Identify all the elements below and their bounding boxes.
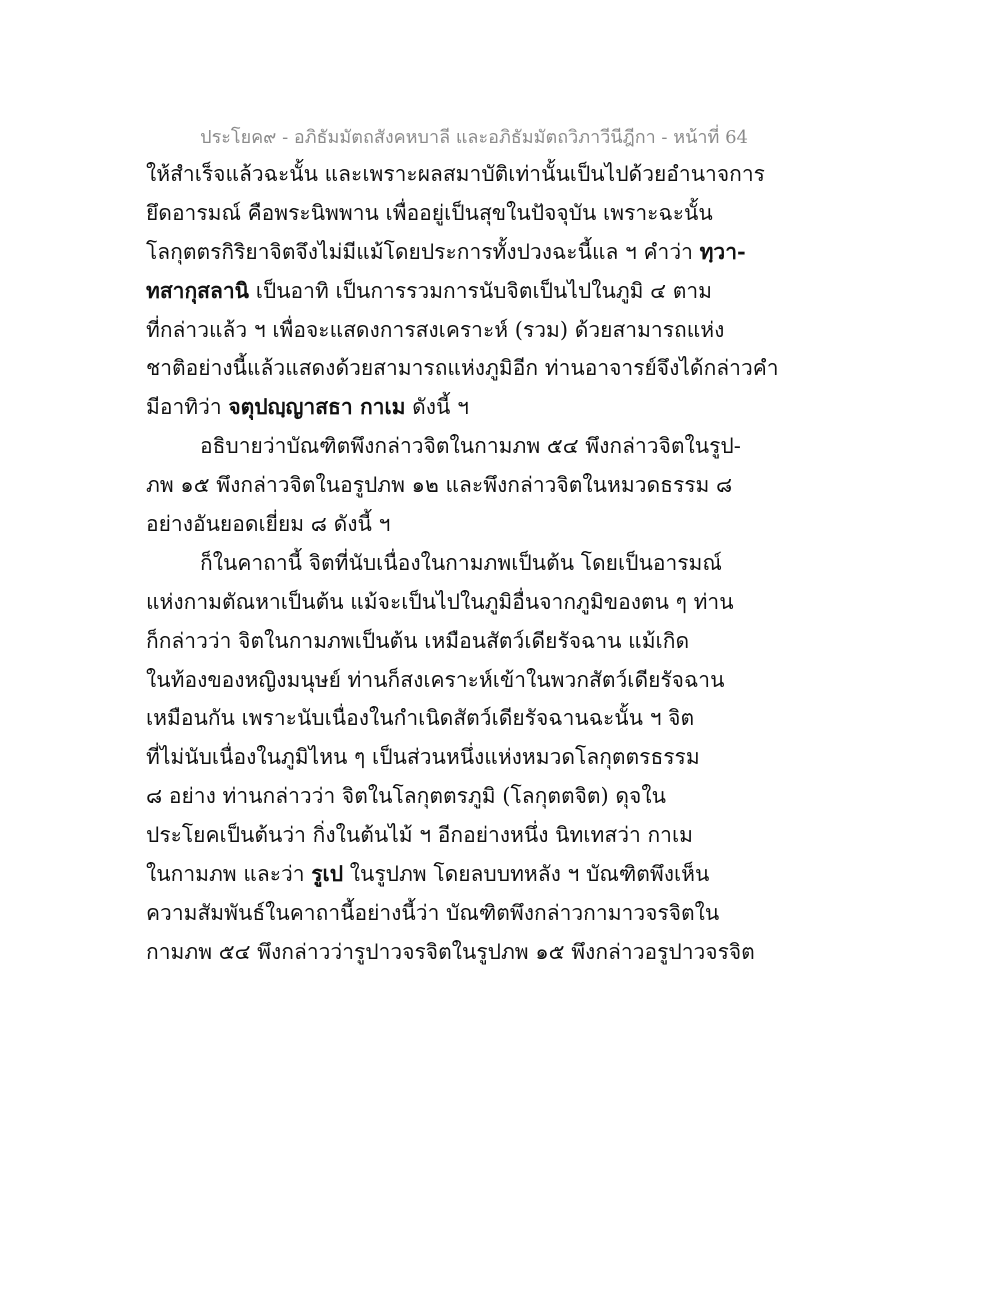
text-run: ประโยคเป็นต้นว่า กิ่งในต้นไม้ ฯ อีกอย่างหนึ่ง นิทเทสว่า กาเม (146, 823, 693, 848)
body-text (146, 155, 779, 972)
text-line (146, 661, 725, 700)
text-run: ๘ อย่าง ท่านกล่าวว่า จิตในโลกุตตรภูมิ (โลกุตตจิต) ดุจใน (146, 784, 666, 809)
text-line (146, 272, 712, 311)
text-line (146, 505, 712, 544)
page-header (200, 122, 748, 151)
text-line (146, 349, 779, 388)
text-run: อธิบายว่าบัณฑิตพึงกล่าวจิตในกามภพ ๕๔ พึงกล่าวจิตในรูป- (200, 434, 741, 459)
text-run: มีอาทิว่า (146, 395, 229, 420)
paragraph (146, 427, 741, 544)
text-line (146, 466, 733, 505)
text-run: ที่ไม่นับเนื่องในภูมิไหน ๆ เป็นส่วนหนึ่งแห่งหมวดโลกุตตรธรรม (146, 745, 700, 770)
text-run: ความสัมพันธ์ในคาถานี้อย่างนี้ว่า บัณฑิตพึงกล่าวกามาวจรจิตใน (146, 900, 720, 925)
text-line (146, 194, 712, 233)
text-run: ให้สำเร็จแล้วฉะนั้น และเพราะผลสมาบัติเท่านั้นเป็นไปด้วยอำนาจการ (146, 162, 765, 186)
text-run: ชาติอย่างนี้แล้วแสดงด้วยสามารถแห่งภูมิอีก ท่านอาจารย์จึงได้กล่าวคำ (146, 356, 779, 381)
text-line (146, 894, 720, 933)
text-line (146, 933, 755, 972)
text-line (146, 388, 712, 427)
paragraph (146, 155, 779, 427)
text-line (146, 233, 746, 272)
text-line (146, 583, 734, 622)
text-run: ภพ ๑๕ พึงกล่าวจิตในอรูปภพ ๑๒ และพึงกล่าวจิตในหมวดธรรม ๘ (146, 473, 733, 498)
text-run: ก็ในคาถานี้ จิตที่นับเนื่องในกามภพเป็นต้น โดยเป็นอารมณ์ (200, 550, 722, 575)
text-line (146, 777, 712, 816)
text-line (146, 816, 712, 855)
text-run: ดังนี้ ฯ (405, 395, 469, 420)
bold-term: รูเป (311, 861, 344, 887)
text-run: โลกุตตรกิริยาจิตจึงไม่มีแม้โดยประการทั้งปวงฉะนี้แล ฯ คำว่า (146, 239, 700, 264)
text-run: ก็กล่าวว่า จิตในกามภพเป็นต้น เหมือนสัตว์เดียรัจฉาน แม้เกิด (146, 628, 690, 653)
text-line (146, 699, 712, 738)
text-run: ในรูปภพ โดยลบบทหลัง ฯ บัณฑิตพึงเห็น (343, 862, 710, 887)
paragraph (146, 544, 755, 972)
bold-term: ทฺวา- (699, 238, 746, 264)
bold-term: จตุปญฺญาสธา กาเม (228, 394, 406, 420)
text-line (146, 427, 741, 466)
bold-term: ทสากุสลานิ (146, 277, 250, 303)
text-run: ในกามภพ และว่า (146, 862, 312, 887)
text-line (146, 544, 722, 583)
text-run: เป็นอาทิ เป็นการรวมการนับจิตเป็นไปในภูมิ ๔ ตาม (249, 278, 713, 303)
text-run: ยึดอารมณ์ คือพระนิพพาน เพื่ออยู่เป็นสุขในปัจจุบัน เพราะฉะนั้น (146, 200, 713, 225)
text-run: อย่างอันยอดเยี่ยม ๘ ดังนี้ ฯ (146, 512, 391, 537)
text-run: กามภพ ๕๔ พึงกล่าวว่ารูปาวจรจิตในรูปภพ ๑๕ พึงกล่าวอรูปาวจรจิต (146, 939, 755, 964)
text-line (146, 155, 765, 194)
text-line (146, 622, 712, 661)
text-run: เหมือนกัน เพราะนับเนื่องในกำเนิดสัตว์เดียรัจฉานฉะนั้น ฯ จิต (146, 706, 695, 731)
text-run: ในท้องของหญิงมนุษย์ ท่านก็สงเคราะห์เข้าในพวกสัตว์เดียรัจฉาน (146, 667, 725, 692)
running-title: ประโยค๙ - อภิธัมมัตถสังคหบาลี และอภิธัมมัตถวิภาวีนีฎีกา - หน้าที่ 64 (200, 127, 748, 148)
text-line (146, 855, 712, 894)
text-run: ที่กล่าวแล้ว ฯ เพื่อจะแสดงการสงเคราะห์ (รวม) ด้วยสามารถแห่ง (146, 317, 725, 342)
text-run: แห่งกามตัณหาเป็นต้น แม้จะเป็นไปในภูมิอื่นจากภูมิของตน ๆ ท่าน (146, 589, 734, 614)
text-line (146, 738, 712, 777)
text-line (146, 311, 725, 350)
